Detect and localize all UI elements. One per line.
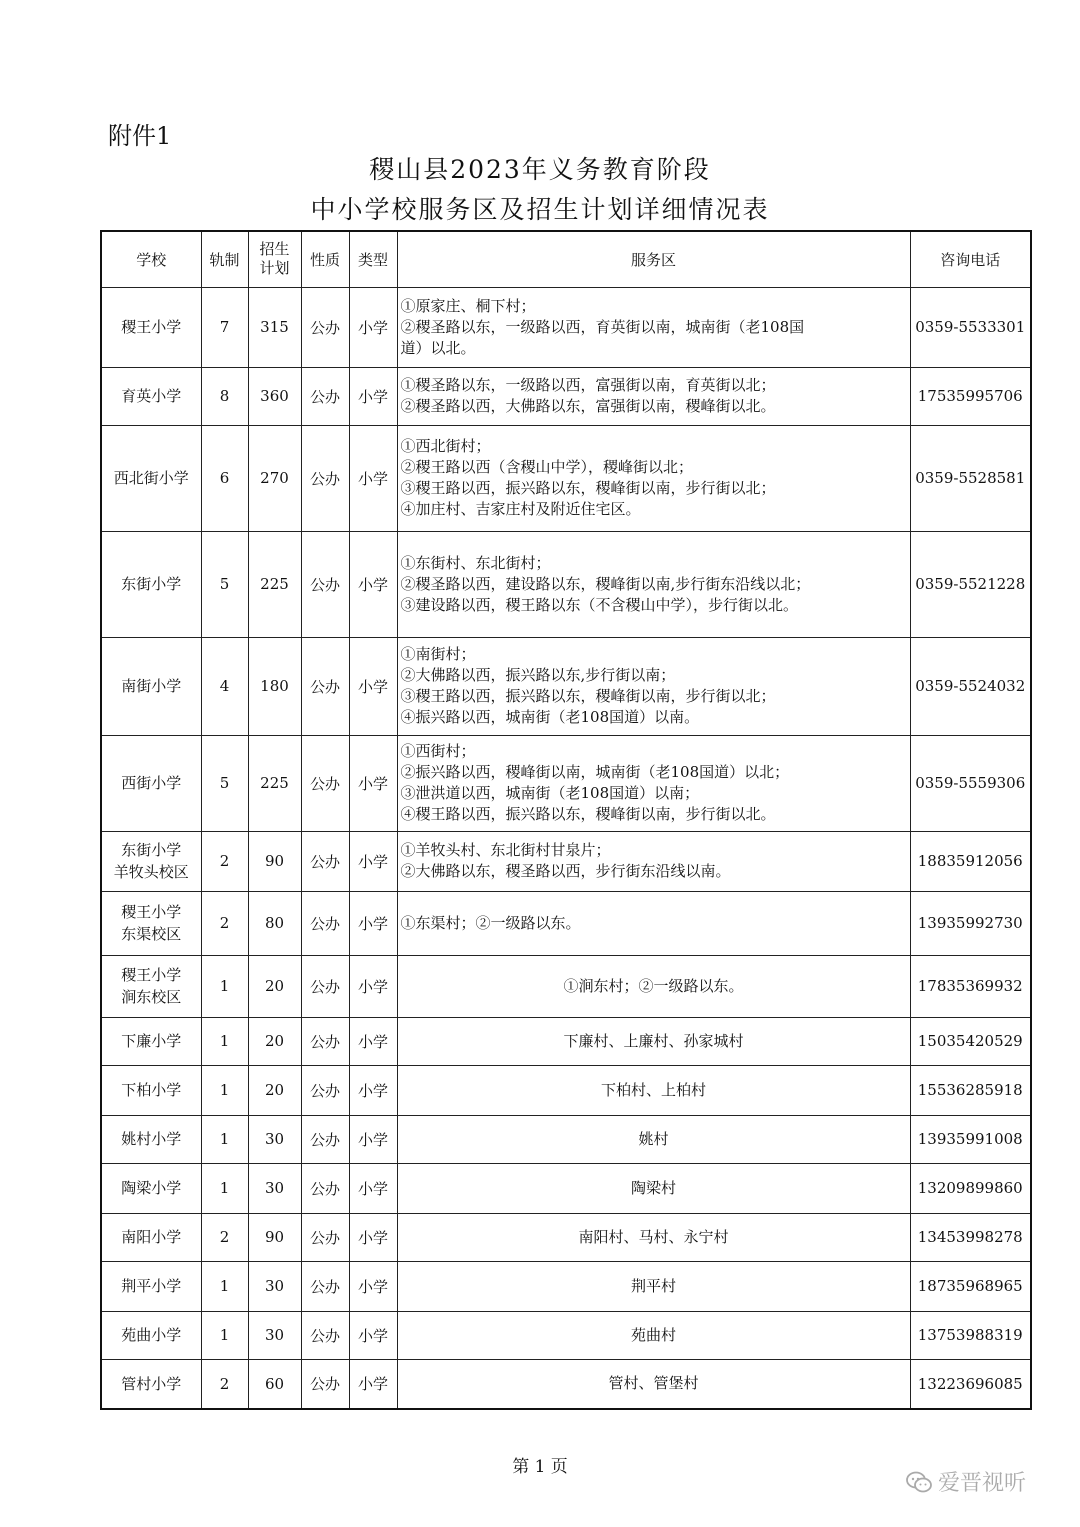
service-area-line: 下柏村、上柏村 [600,1080,706,1099]
service-area-line: ②稷王路以西（含稷山中学），稷峰街以北； [400,458,694,476]
cell-type: 小学 [349,1163,397,1213]
cell-service-area [397,955,910,1017]
cell-nature: 公办 [301,1261,349,1311]
attachment-label: 附件1 [108,122,172,150]
cell-tracks: 7 [201,287,248,367]
cell-nature: 公办 [301,1065,349,1115]
table-row [101,287,1031,367]
school-name-line: 稷王小学 [121,318,182,336]
cell-tracks: 1 [201,1115,248,1163]
school-name-line: 陶梁小学 [121,1179,182,1197]
cell-type: 小学 [349,735,397,831]
service-area-line: ④振兴路以西，城南街（老108国道）以南。 [400,708,700,726]
service-area-line: ③建设路以西，稷王路以东（不含稷山中学），步行街以北。 [400,595,799,614]
cell-tracks: 2 [201,831,248,891]
cell-phone: 13453998278 [910,1213,1031,1261]
school-name-line: 苑曲小学 [121,1326,182,1344]
cell-plan: 80 [248,891,301,955]
cell-type: 小学 [349,1213,397,1261]
cell-tracks: 1 [201,1311,248,1359]
cell-service-area [397,735,910,831]
service-area-line: ①涧东村；②一级路以东。 [563,976,744,995]
document-title-line1: 稷山县2023年义务教育阶段 [369,155,711,184]
header-plan [248,231,301,287]
cell-type: 小学 [349,531,397,637]
cell-service-area [397,1213,910,1261]
cell-nature: 公办 [301,637,349,735]
school-name-line: 管村小学 [121,1374,182,1393]
header-phone: 咨询电话 [910,231,1031,287]
cell-nature: 公办 [301,367,349,425]
cell-plan: 270 [248,425,301,531]
cell-school [101,1213,201,1261]
header-plan-line2: 计划 [259,259,290,278]
table-header-row [101,231,1031,287]
cell-school [101,891,201,955]
header-plan-line1: 招生 [259,240,290,259]
school-name-line: 东街小学 [121,575,182,593]
table-row [101,1213,1031,1261]
cell-nature: 公办 [301,831,349,891]
table-row [101,637,1031,735]
cell-phone: 15035420529 [910,1017,1031,1065]
cell-plan: 20 [248,1017,301,1065]
service-area-line: ①东渠村；②一级路以东。 [400,913,581,932]
service-area-line: ③稷王路以西，振兴路以东，稷峰街以南，步行街以北； [400,479,776,497]
cell-type: 小学 [349,637,397,735]
table-row [101,831,1031,891]
cell-school [101,367,201,425]
service-area-line: ①原家庄、桐下村； [400,296,536,315]
school-name-line: 荆平小学 [121,1277,182,1295]
school-name-line: 下廉小学 [121,1032,182,1050]
header-type: 类型 [349,231,397,287]
cell-type: 小学 [349,955,397,1017]
wechat-icon [905,1470,933,1494]
cell-plan: 30 [248,1115,301,1163]
page-number: 第 1 页 [512,1457,568,1477]
cell-service-area [397,425,910,531]
service-area-line: ①稷圣路以东，一级路以西，富强街以南，育英街以北； [400,376,776,394]
cell-type: 小学 [349,367,397,425]
cell-nature: 公办 [301,891,349,955]
header-tracks: 轨制 [201,231,248,287]
table-row [101,1065,1031,1115]
table-row [101,531,1031,637]
cell-service-area [397,1115,910,1163]
cell-type: 小学 [349,891,397,955]
cell-nature: 公办 [301,287,349,367]
cell-phone: 17835369932 [910,955,1031,1017]
cell-phone: 0359-5521228 [910,531,1031,637]
cell-school [101,1115,201,1163]
cell-school [101,1359,201,1409]
cell-school [101,637,201,735]
school-service-area-table [100,230,1032,1410]
header-nature: 性质 [301,231,349,287]
cell-school [101,735,201,831]
table-row [101,1115,1031,1163]
cell-plan: 30 [248,1261,301,1311]
table-row [101,1017,1031,1065]
cell-nature: 公办 [301,735,349,831]
service-area-line: ④加庄村、吉家庄村及附近住宅区。 [400,500,641,518]
school-name-line: 育英小学 [121,387,182,405]
cell-tracks: 2 [201,1213,248,1261]
service-area-line: 陶梁村 [630,1178,676,1197]
cell-plan: 90 [248,1213,301,1261]
cell-service-area [397,1261,910,1311]
service-area-line: ②大佛路以西，振兴路以东,步行街以南； [400,666,676,684]
cell-plan: 30 [248,1163,301,1213]
cell-service-area [397,1311,910,1359]
cell-nature: 公办 [301,1163,349,1213]
cell-tracks: 4 [201,637,248,735]
cell-tracks: 8 [201,367,248,425]
cell-plan: 30 [248,1311,301,1359]
school-name-line: 涧东校区 [121,988,182,1006]
cell-nature: 公办 [301,1115,349,1163]
cell-phone: 18735968965 [910,1261,1031,1311]
cell-type: 小学 [349,1065,397,1115]
cell-tracks: 1 [201,955,248,1017]
cell-phone: 13209899860 [910,1163,1031,1213]
cell-service-area [397,637,910,735]
cell-service-area [397,367,910,425]
cell-tracks: 5 [201,531,248,637]
header-school: 学校 [101,231,201,287]
cell-type: 小学 [349,425,397,531]
school-name-line: 西街小学 [121,774,182,792]
table-row [101,1261,1031,1311]
cell-school [101,1163,201,1213]
cell-plan: 225 [248,735,301,831]
cell-school [101,1261,201,1311]
cell-tracks: 5 [201,735,248,831]
school-name-line: 下柏小学 [121,1081,182,1099]
service-area-line: 荆平村 [630,1276,676,1295]
cell-service-area [397,1065,910,1115]
service-area-line: 苑曲村 [630,1325,676,1344]
cell-nature: 公办 [301,531,349,637]
cell-school [101,955,201,1017]
cell-tracks: 2 [201,891,248,955]
cell-service-area [397,1163,910,1213]
service-area-line: ②稷圣路以西，建设路以东，稷峰街以南,步行街东沿线以北； [400,574,811,593]
service-area-line: 姚村 [638,1129,669,1148]
cell-phone: 17535995706 [910,367,1031,425]
cell-school [101,1311,201,1359]
service-area-line: ①西街村； [400,742,476,760]
school-name-line: 东渠校区 [121,925,182,943]
cell-type: 小学 [349,1115,397,1163]
cell-school [101,287,201,367]
service-area-line: ①西北街村； [400,437,491,455]
cell-plan: 315 [248,287,301,367]
school-name-line: 稷王小学 [121,966,182,984]
table-row [101,891,1031,955]
cell-tracks: 1 [201,1017,248,1065]
cell-phone: 0359-5533301 [910,287,1031,367]
school-name-line: 羊牧头校区 [113,863,189,881]
header-service-area: 服务区 [397,231,910,287]
service-area-line: ②稷圣路以西，大佛路以东，富强街以南，稷峰街以北。 [400,397,776,415]
service-area-line: ②稷圣路以东，一级路以西，育英街以南，城南街（老108国 [400,317,805,336]
cell-plan: 20 [248,955,301,1017]
cell-type: 小学 [349,1017,397,1065]
cell-phone: 0359-5559306 [910,735,1031,831]
cell-phone: 15536285918 [910,1065,1031,1115]
cell-tracks: 2 [201,1359,248,1409]
cell-tracks: 6 [201,425,248,531]
watermark-text: 爱晋视听 [938,1471,1027,1496]
cell-phone: 13935992730 [910,891,1031,955]
cell-service-area [397,287,910,367]
cell-phone: 13223696085 [910,1359,1031,1409]
school-name-line: 西北街小学 [113,469,189,487]
cell-phone: 13753988319 [910,1311,1031,1359]
watermark [905,1466,1026,1497]
school-name-line: 南街小学 [121,677,182,695]
service-area-line: ①南街村； [400,645,476,663]
cell-phone: 18835912056 [910,831,1031,891]
cell-tracks: 1 [201,1065,248,1115]
table-row [101,1359,1031,1409]
cell-service-area [397,831,910,891]
cell-nature: 公办 [301,1311,349,1359]
school-name-line: 南阳小学 [121,1228,182,1246]
cell-type: 小学 [349,1311,397,1359]
cell-phone: 13935991008 [910,1115,1031,1163]
service-area-line: ①东街村、东北街村； [400,553,551,572]
service-area-line: ③泄洪道以西，城南街（老108国道）以南； [400,784,700,802]
cell-service-area [397,531,910,637]
table-row [101,955,1031,1017]
service-area-line: 管村、管堡村 [608,1374,699,1393]
cell-plan: 20 [248,1065,301,1115]
school-name-line: 东街小学 [121,841,182,859]
cell-type: 小学 [349,287,397,367]
cell-school [101,1017,201,1065]
service-area-line: 南阳村、马村、永宁村 [578,1227,729,1246]
cell-school [101,531,201,637]
service-area-line: 下廉村、上廉村、孙家城村 [563,1031,744,1050]
cell-plan: 60 [248,1359,301,1409]
cell-service-area [397,891,910,955]
cell-school [101,831,201,891]
table-row [101,735,1031,831]
service-area-line: ①羊牧头村、东北街村甘泉片； [400,841,611,859]
cell-plan: 225 [248,531,301,637]
cell-plan: 360 [248,367,301,425]
cell-plan: 90 [248,831,301,891]
cell-phone: 0359-5528581 [910,425,1031,531]
table-row [101,367,1031,425]
cell-nature: 公办 [301,425,349,531]
cell-service-area [397,1359,910,1409]
cell-service-area [397,1017,910,1065]
document-title-line2: 中小学校服务区及招生计划详细情况表 [310,195,770,224]
table-body [101,287,1031,1409]
cell-tracks: 1 [201,1261,248,1311]
service-area-line: ③稷王路以西，振兴路以东，稷峰街以南，步行街以北； [400,687,776,705]
cell-school [101,425,201,531]
service-area-line: ②振兴路以西，稷峰街以南，城南街（老108国道）以北； [400,763,790,781]
cell-type: 小学 [349,1261,397,1311]
cell-plan: 180 [248,637,301,735]
cell-type: 小学 [349,831,397,891]
table-row [101,425,1031,531]
service-area-line: ④稷王路以西，振兴路以东，稷峰街以南，步行街以北。 [400,805,776,823]
cell-phone: 0359-5524032 [910,637,1031,735]
cell-type: 小学 [349,1359,397,1409]
cell-tracks: 1 [201,1163,248,1213]
table-row [101,1311,1031,1359]
cell-nature: 公办 [301,1359,349,1409]
cell-nature: 公办 [301,1017,349,1065]
cell-nature: 公办 [301,955,349,1017]
school-name-line: 稷王小学 [121,903,182,921]
school-name-line: 姚村小学 [121,1130,182,1148]
cell-nature: 公办 [301,1213,349,1261]
table-row [101,1163,1031,1213]
service-area-line: 道）以北。 [400,338,476,357]
cell-school [101,1065,201,1115]
service-area-line: ②大佛路以东，稷圣路以西，步行街东沿线以南。 [400,862,731,880]
